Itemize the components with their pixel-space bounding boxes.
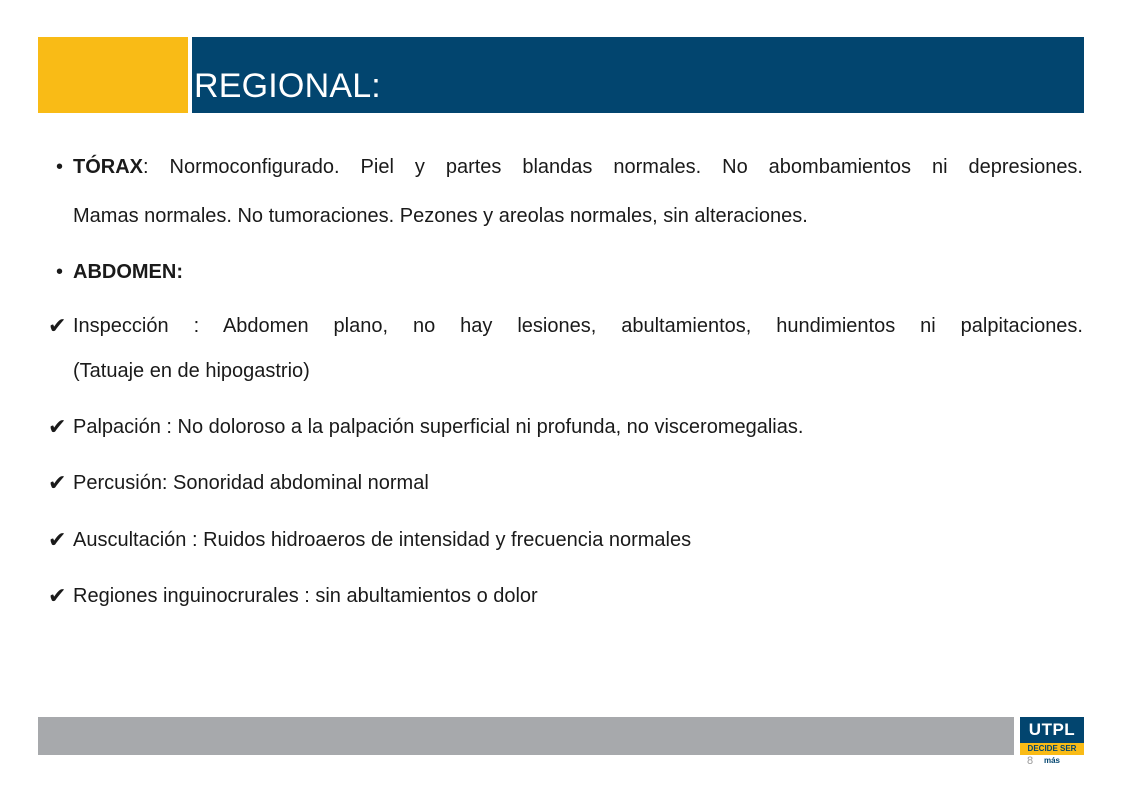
- torax-text-1: : Normoconfigurado. Piel y partes blandas normales. No abombamientos ni depresiones.: [143, 156, 1083, 178]
- logo-text: UTPL: [1020, 717, 1084, 743]
- footer-bar: [38, 717, 1014, 755]
- page-number: 8: [1027, 755, 1034, 767]
- abdomen-label: ABDOMEN:: [73, 261, 183, 283]
- check-icon: ✔: [48, 414, 67, 439]
- inspeccion-line-2: (Tatuaje en de hipogastrio): [73, 360, 310, 382]
- utpl-logo: [1020, 717, 1084, 765]
- check-icon: ✔: [48, 583, 67, 608]
- regiones-text: Regiones inguinocrurales : sin abultamientos o dolor: [73, 585, 538, 607]
- check-icon: ✔: [48, 527, 67, 552]
- torax-line-1: [73, 154, 1083, 180]
- palpacion-text: Palpación : No doloroso a la palpación superficial ni profunda, no visceromegalias.: [73, 416, 804, 438]
- logo-tagline: DECIDE SER más: [1020, 743, 1084, 755]
- inspeccion-line-1: Inspección : Abdomen plano, no hay lesiones, abultamientos, hundimientos ni palpitaciones.: [73, 315, 1083, 337]
- bullet-icon: •: [56, 156, 64, 178]
- percusion-text: Percusión: Sonoridad abdominal normal: [73, 472, 429, 494]
- torax-label: TÓRAX: [73, 156, 143, 178]
- torax-text-2: Mamas normales. No tumoraciones. Pezones y areolas normales, sin alteraciones.: [73, 205, 808, 227]
- check-icon: ✔: [48, 470, 67, 495]
- auscultacion-text: Auscultación : Ruidos hidroaeros de intensidad y frecuencia normales: [73, 529, 692, 551]
- bullet-icon: •: [56, 261, 64, 283]
- check-icon: ✔: [48, 313, 67, 338]
- page-title: REGIONAL:: [194, 67, 381, 105]
